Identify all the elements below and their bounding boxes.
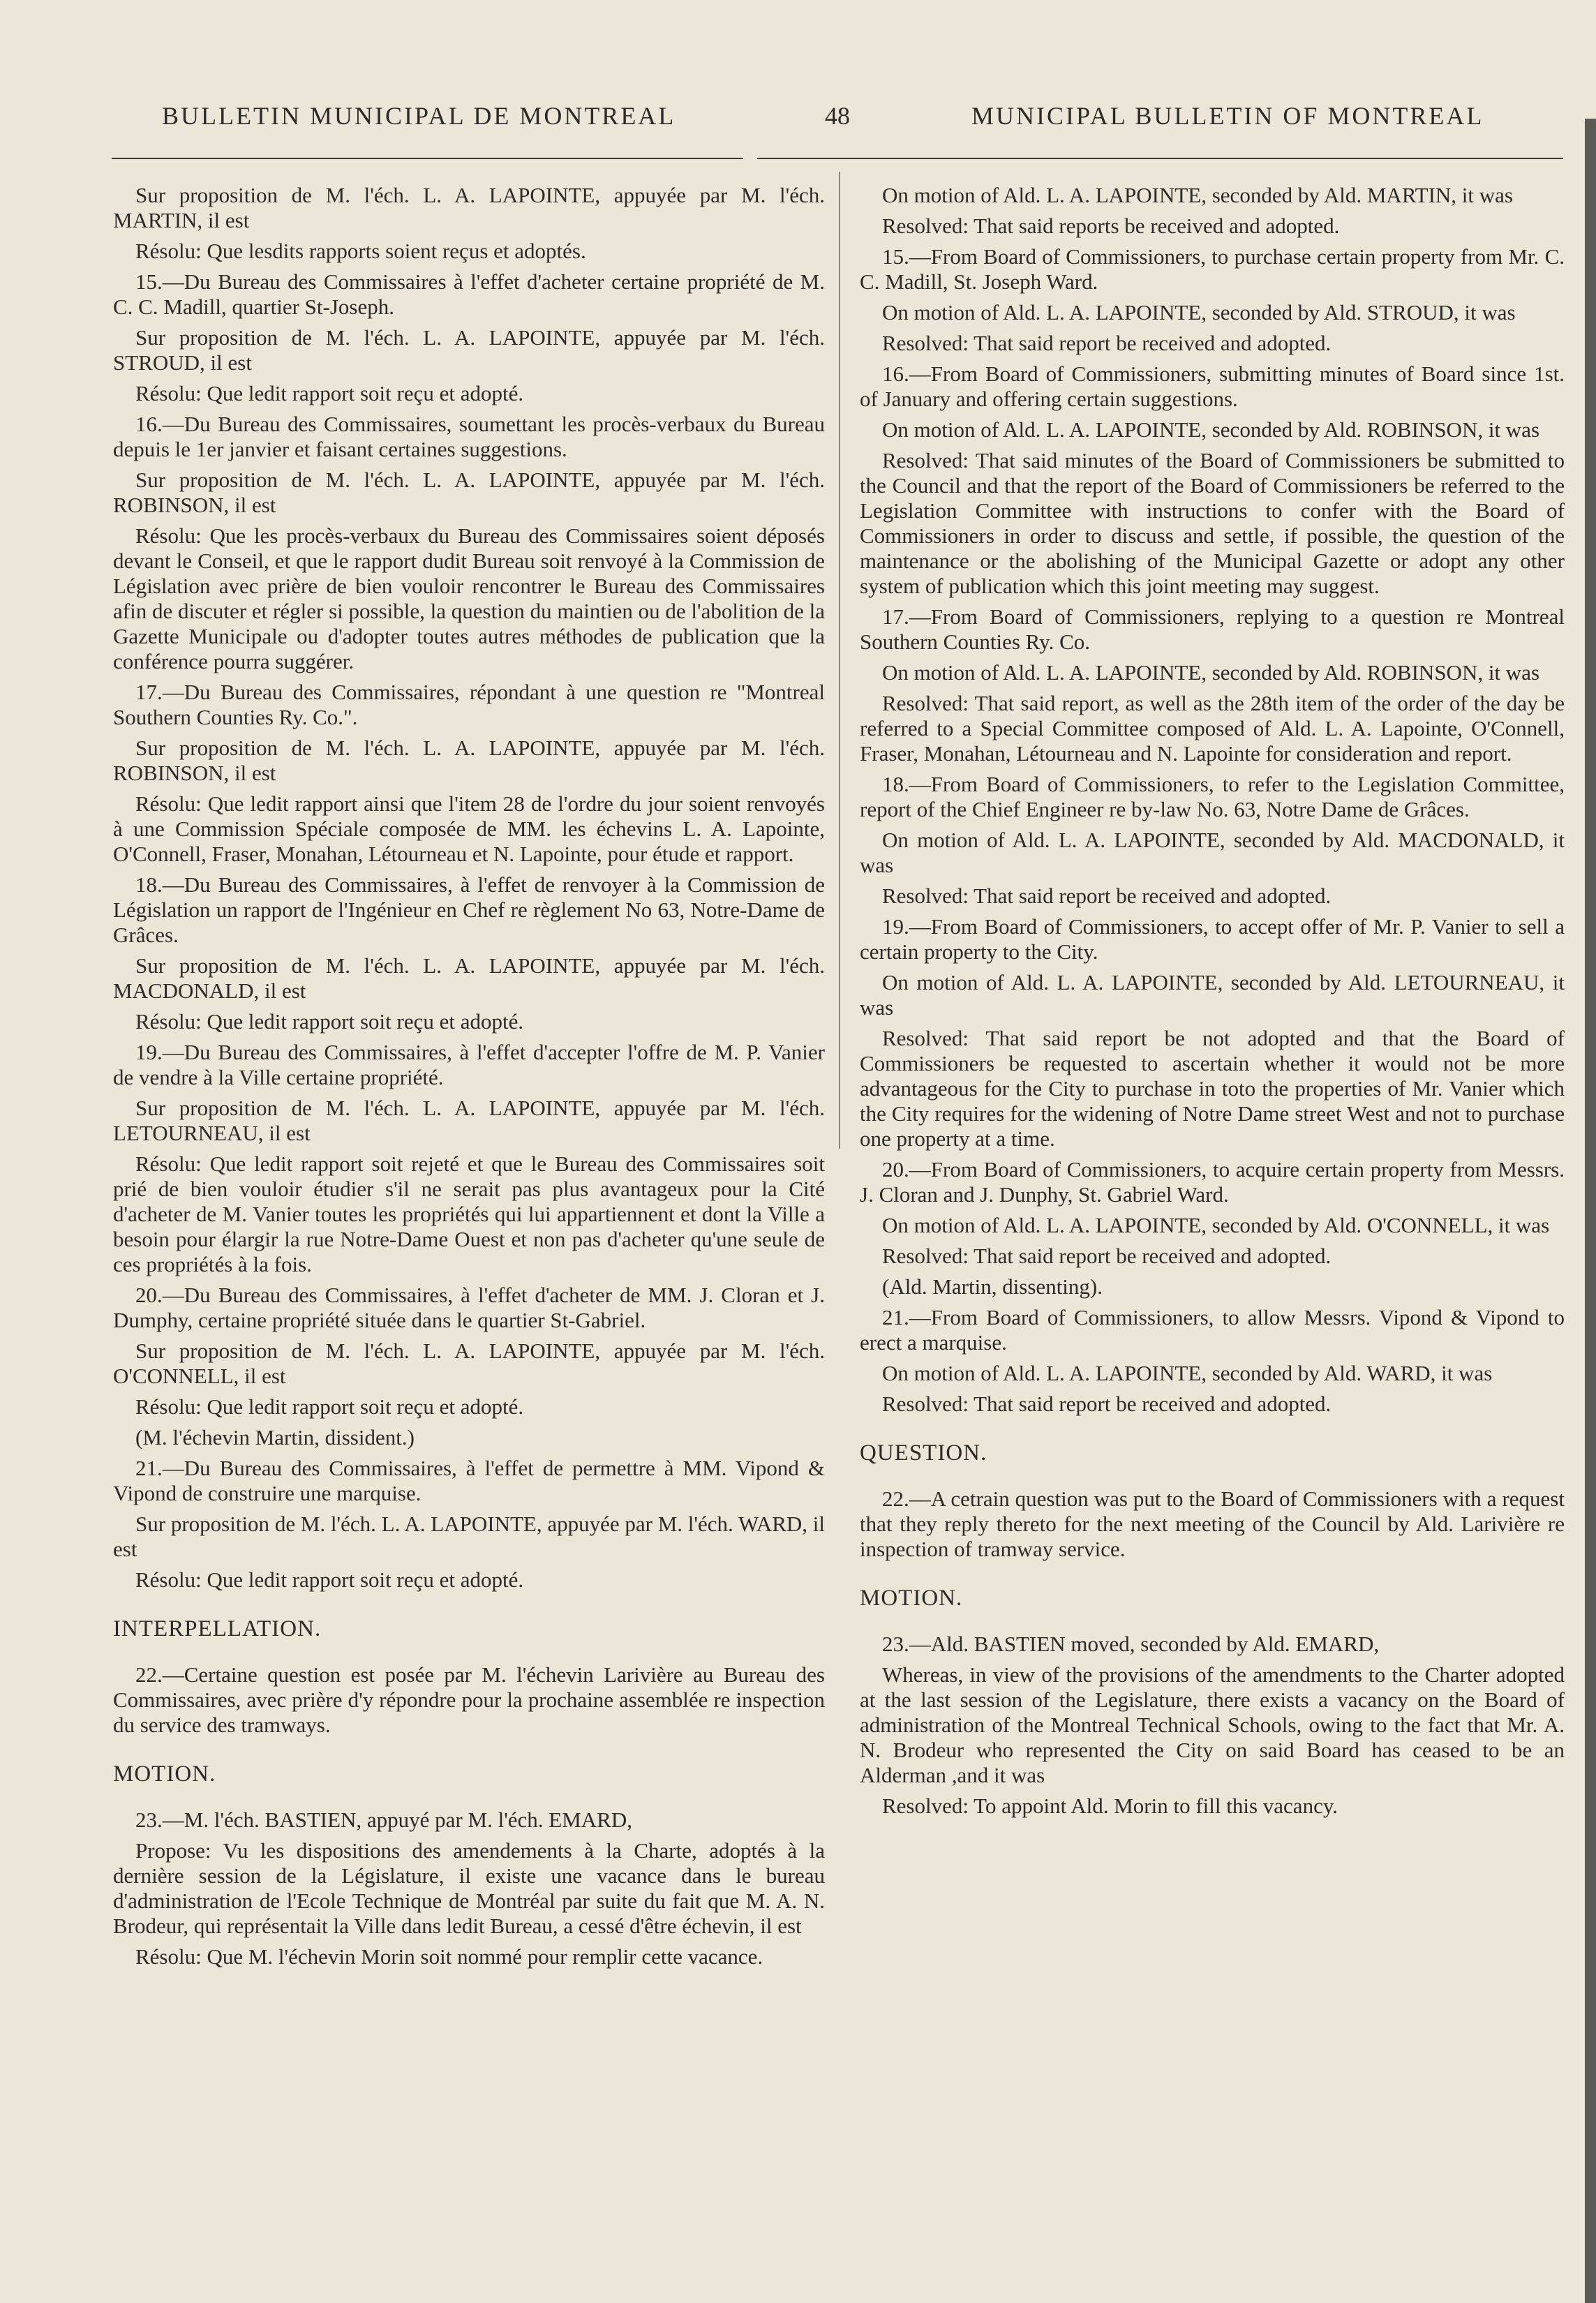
paragraph: Résolu: Que ledit rapport soit reçu et adopté. [135,1567,524,1592]
paragraph: Resolved: That said report, as well as the 28th item of the order of the day be referred to a Special Committee composed of Ald. L. A. Lapointe, O'Connell, Fraser, Monahan, Létourneau and N. Lapointe for consideration and report. [860,691,1565,766]
paragraph: Resolved: That said report be not adopted and that the Board of Commissioners be requested to ascertain whether it would not be more advantageous for the City to purchase in toto the properties of Mr. Vanier which the City requires for the widening of Notre Dame street West and not to purchase one property at a time. [860,1026,1565,1151]
paragraph: 18.—From Board of Commissioners, to refer to the Legislation Committee, report of the Chief Engineer re by-law No. 63, Notre Dame de Grâces. [860,772,1565,821]
section-heading: QUESTION. [860,1440,987,1466]
paragraph: On motion of Ald. L. A. LAPOINTE, seconded by Ald. MARTIN, it was [882,183,1513,207]
paragraph: 19.—Du Bureau des Commissaires, à l'effet d'accepter l'offre de M. P. Vanier de vendre à la Ville certaine propriété. [113,1040,825,1089]
paragraph: 15.—From Board of Commissioners, to purchase certain property from Mr. C. C. Madill, St. Joseph Ward. [860,244,1565,294]
paragraph: On motion of Ald. L. A. LAPOINTE, seconded by Ald. ROBINSON, it was [882,417,1540,442]
paragraph: Sur proposition de M. l'éch. L. A. LAPOINTE, appuyée par M. l'éch. O'CONNELL, il est [113,1339,825,1388]
paragraph: Resolved: That said reports be received and adopted. [882,214,1340,238]
paragraph: Sur proposition de M. l'éch. L. A. LAPOINTE, appuyée par M. l'éch. LETOURNEAU, il est [113,1096,825,1145]
paragraph: Resolved: That said report be received and adopted. [882,1392,1332,1416]
paragraph: (M. l'échevin Martin, dissident.) [135,1425,415,1449]
paragraph: Resolved: That said report be received and adopted. [882,331,1332,355]
running-header-french: BULLETIN MUNICIPAL DE MONTREAL [162,102,676,130]
paragraph: Resolved: That said report be received and adopted. [882,884,1332,908]
paragraph: Sur proposition de M. l'éch. L. A. LAPOINTE, appuyée par M. l'éch. MACDONALD, il est [113,953,825,1003]
paragraph: 16.—From Board of Commissioners, submitting minutes of Board since 1st. of January and offering certain suggestions. [860,362,1565,411]
paragraph: Sur proposition de M. l'éch. L. A. LAPOINTE, appuyée par M. l'éch. ROBINSON, il est [113,468,825,517]
paragraph: 22.—A cetrain question was put to the Board of Commissioners with a request that they reply thereto for the next meeting of the Council by Ald. Larivière re inspection of tramway service. [860,1486,1565,1561]
page-number: 48 [825,102,850,130]
paragraph: Résolu: Que lesdits rapports soient reçus et adoptés. [135,239,586,263]
paragraph: 16.—Du Bureau des Commissaires, soumettant les procès-verbaux du Bureau depuis le 1er janvier et faisant certaines suggestions. [113,412,825,461]
paragraph: Whereas, in view of the provisions of the amendments to the Charter adopted at the last session of the Legislature, there exists a vacancy on the Board of administration of the Montreal Technical Schools, owing to the fact that Mr. A. N. Brodeur who represented the City on said Board has ceased to be an Alderman ,and it was [860,1662,1565,1787]
section-heading: MOTION. [113,1761,216,1787]
paragraph: Résolu: Que ledit rapport soit reçu et adopté. [135,1394,524,1419]
paragraph: Propose: Vu les dispositions des amendements à la Charte, adoptés à la dernière session de la Législature, il existe une vacance dans le bureau d'administration de l'Ecole Technique de Montréal par suite du fait que M. A. N. Brodeur, qui représentait la Ville dans ledit Bureau, a cessé d'être échevin, il est [113,1838,825,1938]
paragraph: 19.—From Board of Commissioners, to accept offer of Mr. P. Vanier to sell a certain property to the City. [860,914,1565,964]
header-rule-left [112,158,743,159]
paragraph: Résolu: Que ledit rapport soit rejeté et que le Bureau des Commissaires soit prié de bien vouloir étudier s'il ne serait pas plus avantageux pour la Cité d'acheter de M. Vanier toutes les propriétés qui lui appartiennent et dont la Ville a besoin pour élargir la rue Notre-Dame Ouest et non pas d'acheter qu'une seule de ces propriétés à la fois. [113,1152,825,1276]
paragraph: Resolved: That said minutes of the Board of Commissioners be submitted to the Council and that the report of the Board of Commissioners be referred to the Legislation Committee with instructions to confer with the Board of Commissioners in order to discuss and settle, if possible, the question of the maintenance or the abolishing of the Municipal Gazette or adopt any other system of publication which this joint meeting may suggest. [860,448,1565,598]
paragraph: Sur proposition de M. l'éch. L. A. LAPOINTE, appuyée par M. l'éch. WARD, il est [113,1512,825,1561]
paragraph: 18.—Du Bureau des Commissaires, à l'effet de renvoyer à la Commission de Législation un rapport de l'Ingénieur en Chef re règlement No 63, Notre-Dame de Grâces. [113,872,825,947]
section-heading: INTERPELLATION. [113,1616,322,1641]
header-rule-right [757,158,1563,159]
section-heading: MOTION. [860,1586,963,1611]
paragraph: 15.—Du Bureau des Commissaires à l'effet d'acheter certaine propriété de M. C. C. Madill, quartier St-Joseph. [113,269,825,319]
paragraph: Sur proposition de M. l'éch. L. A. LAPOINTE, appuyée par M. l'éch. STROUD, il est [113,325,825,375]
paragraph: On motion of Ald. L. A. LAPOINTE, seconded by Ald. O'CONNELL, it was [882,1213,1550,1237]
paragraph: 20.—Du Bureau des Commissaires, à l'effet d'acheter de MM. J. Cloran et J. Dumphy, certaine propriété située dans le quartier St-Gabriel. [113,1283,825,1332]
paragraph: Résolu: Que ledit rapport soit reçu et adopté. [135,381,524,405]
paragraph: 21.—Du Bureau des Commissaires, à l'effet de permettre à MM. Vipond & Vipond de construire une marquise. [113,1456,825,1505]
paragraph: Résolu: Que ledit rapport soit reçu et adopté. [135,1009,524,1034]
running-header-english: MUNICIPAL BULLETIN OF MONTREAL [971,102,1484,130]
page-edge-shadow [1585,119,1596,2303]
french-column [113,183,825,1975]
paragraph: 20.—From Board of Commissioners, to acquire certain property from Messrs. J. Cloran and J. Dunphy, St. Gabriel Ward. [860,1157,1565,1207]
paragraph: Resolved: To appoint Ald. Morin to fill this vacancy. [882,1794,1338,1818]
paragraph: On motion of Ald. L. A. LAPOINTE, seconded by Ald. ROBINSON, it was [882,660,1540,685]
paragraph: Résolu: Que ledit rapport ainsi que l'item 28 de l'ordre du jour soient renvoyés à une Commission Spéciale composée de MM. les échevins L. A. Lapointe, O'Connell, Fraser, Monahan, Létourneau et N. Lapointe, pour étude et rapport. [113,791,825,866]
paragraph: 21.—From Board of Commissioners, to allow Messrs. Vipond & Vipond to erect a marquise. [860,1305,1565,1355]
english-column [860,183,1565,1824]
paragraph: Resolved: That said report be received and adopted. [882,1244,1332,1268]
paragraph: On motion of Ald. L. A. LAPOINTE, seconded by Ald. STROUD, it was [882,300,1516,325]
paragraph: 17.—From Board of Commissioners, replying to a question re Montreal Southern Counties Ry. Co. [860,604,1565,654]
paragraph: On motion of Ald. L. A. LAPOINTE, seconded by Ald. MACDONALD, it was [860,828,1565,877]
paragraph: (Ald. Martin, dissenting). [882,1274,1103,1299]
paragraph: 23.—M. l'éch. BASTIEN, appuyé par M. l'éch. EMARD, [135,1808,633,1832]
paragraph: On motion of Ald. L. A. LAPOINTE, seconded by Ald. LETOURNEAU, it was [860,970,1565,1020]
paragraph: Résolu: Que les procès-verbaux du Bureau des Commissaires soient déposés devant le Conseil, et que le rapport dudit Bureau soit renvoyé à la Commission de Législation avec prière de bien vouloir rencontrer le Bureau des Commissaires afin de discuter et régler si possible, la question du maintien ou de l'abolition de la Gazette Municipale ou d'adopter toutes autres méthodes de publication que la conférence pourra suggérer. [113,523,825,673]
paragraph: 22.—Certaine question est posée par M. l'échevin Larivière au Bureau des Commissaires, avec prière d'y répondre pour la prochaine assemblée re inspection du service des tramways. [113,1662,825,1737]
paragraph: 17.—Du Bureau des Commissaires, répondant à une question re "Montreal Southern Counties Ry. Co.". [113,680,825,729]
paragraph: Sur proposition de M. l'éch. L. A. LAPOINTE, appuyée par M. l'éch. MARTIN, il est [113,183,825,232]
paragraph: On motion of Ald. L. A. LAPOINTE, seconded by Ald. WARD, it was [882,1361,1493,1385]
column-divider [839,172,840,1149]
paragraph: 23.—Ald. BASTIEN moved, seconded by Ald. EMARD, [882,1632,1380,1656]
paragraph: Sur proposition de M. l'éch. L. A. LAPOINTE, appuyée par M. l'éch. ROBINSON, il est [113,736,825,785]
paragraph: Résolu: Que M. l'échevin Morin soit nommé pour remplir cette vacance. [135,1944,763,1969]
